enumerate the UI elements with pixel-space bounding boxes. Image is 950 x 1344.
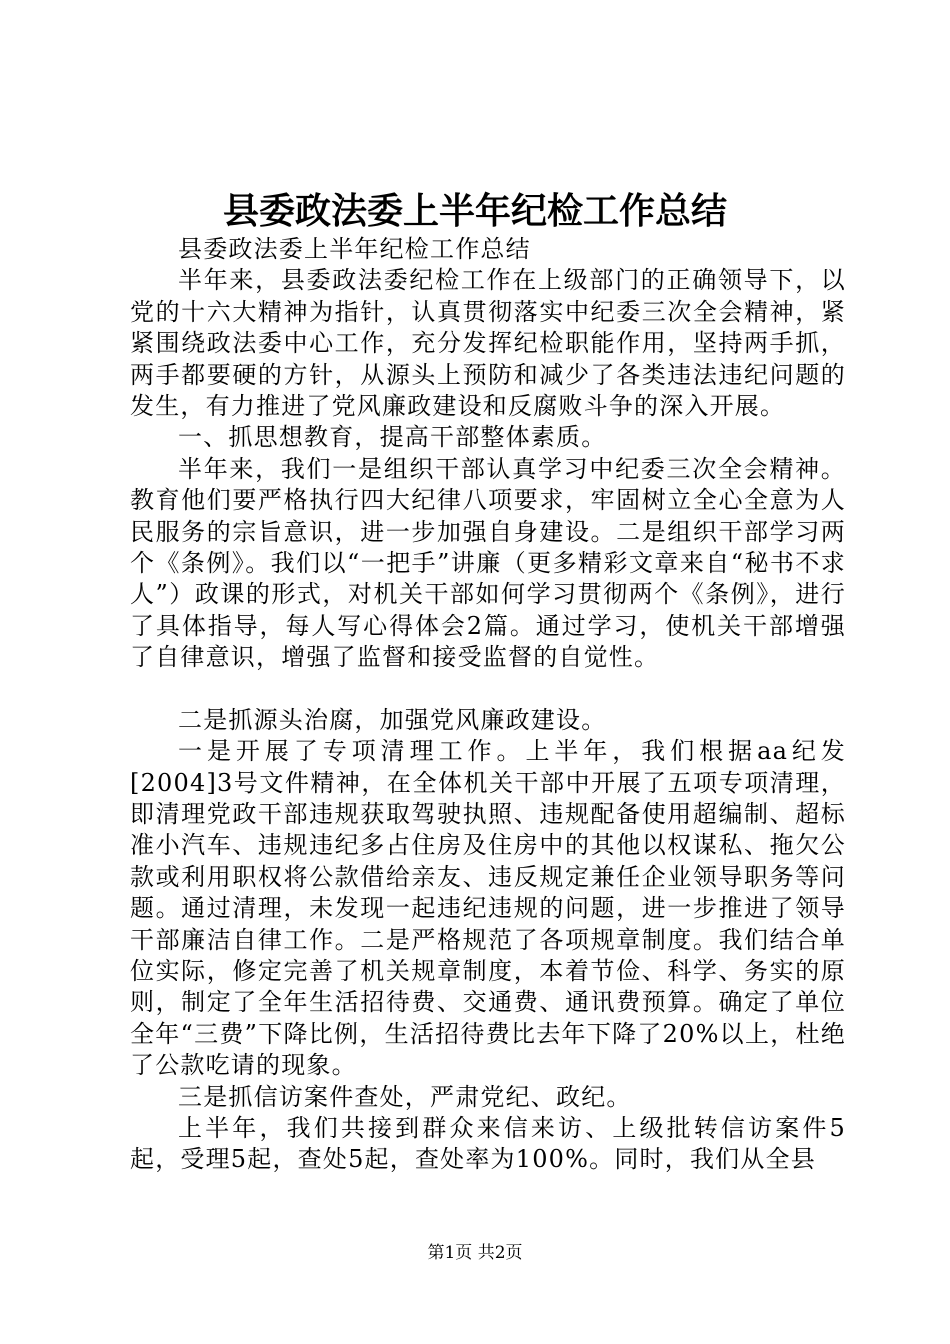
intro-paragraph: 半年来，县委政法委纪检工作在上级部门的正确领导下，以党的十六大精神为指针，认真贯彻落实中纪委三次全会精神，紧紧围绕政法委中心工作，充分发挥纪检职能作用，坚持两手抓，两手都要硬的方针，从源头上预防和减少了各类违法违纪问题的发生，有力推进了党风廉政建设和反腐败斗争的深入开展。 [130,266,846,421]
section-1-paragraph: 半年来，我们一是组织干部认真学习中纪委三次全会精神。教育他们要严格执行四大纪律八项要求，牢固树立全心全意为人民服务的宗旨意识，进一步加强自身建设。二是组织干部学习两个《条例》。我们以“一把手”讲廉（更多精彩文章来自“秘书不求人”）政课的形式，对机关干部如何学习贯彻两个《条例》，进行了具体指导，每人写心得体会2篇。通过学习，使机关干部增强了自律意识，增强了监督和接受监督的自觉性。 [130,454,846,672]
document-body [130,234,846,1176]
section-heading-2: 二是抓源头治腐，加强党风廉政建设。 [178,705,607,734]
subtitle-paragraph: 县委政法委上半年纪检工作总结 [178,235,531,263]
section-heading-3: 三是抓信访案件查处，严肃党纪、政纪。 [178,1082,632,1111]
section-heading-1: 一、抓思想教育，提高干部整体素质。 [178,423,607,452]
section-3-paragraph: 上半年，我们共接到群众来信来访、上级批转信访案件5起，受理5起，查处5起，查处率为100%。同时，我们从全县 [130,1113,846,1174]
page-number-footer: 第1页 共2页 [427,1243,523,1263]
document-title: 县委政法委上半年纪检工作总结 [222,190,727,232]
section-2-paragraph: 一是开展了专项清理工作。上半年，我们根据aa纪发[2004]3号文件精神，在全体机关干部中开展了五项专项清理，即清理党政干部违规获取驾驶执照、违规配备使用超编制、超标准小汽车、违规违纪多占住房及住房中的其他以权谋私、拖欠公款或利用职权将公款借给亲友、违反规定兼任企业领导职务等问题。通过清理，未发现一起违纪违规的问题，进一步推进了领导干部廉洁自律工作。二是严格规范了各项规章制度。我们结合单位实际，修定完善了机关规章制度，本着节俭、科学、务实的原则，制定了全年生活招待费、交通费、通讯费预算。确定了单位全年“三费”下降比例，生活招待费比去年下降了20%以上，杜绝了公款吃请的现象。 [130,737,846,1080]
